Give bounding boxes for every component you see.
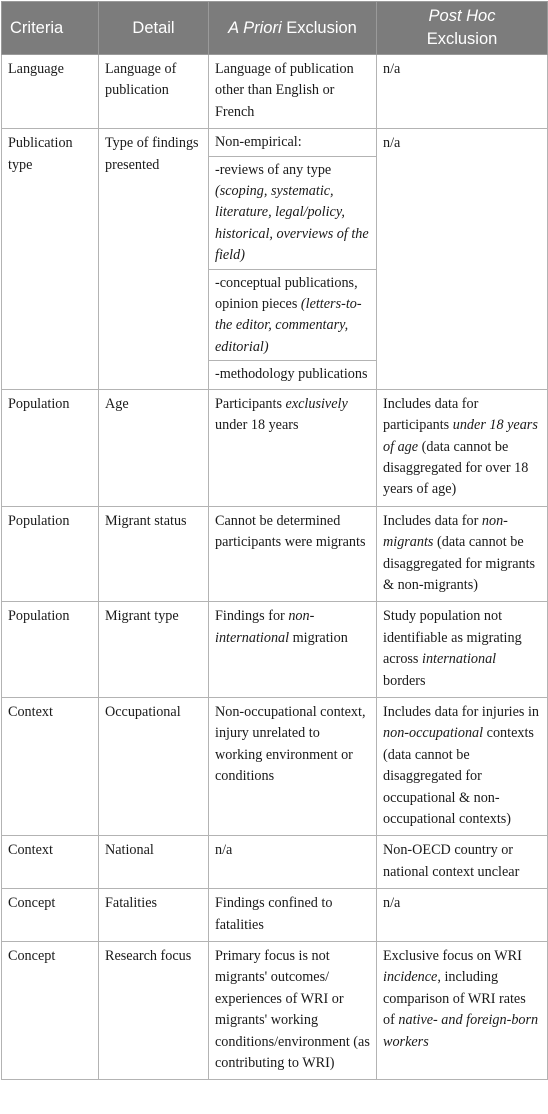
table-row — [2, 697, 548, 835]
text-run: (data cannot be disaggregated for over 18 years of age) — [383, 438, 529, 498]
text-run: borders — [383, 672, 426, 689]
header-posthoc-italic: Post Hoc — [428, 7, 496, 25]
text-run: Exclusive focus on WRI — [383, 948, 522, 965]
cell-posthoc: n/a — [377, 129, 548, 389]
cell-posthoc — [377, 942, 548, 1080]
text-run-italic: non-international — [215, 608, 315, 646]
text-run: migration — [289, 629, 348, 646]
cell-detail: Language of publication — [99, 55, 209, 129]
text-run: , including comparison of WRI rates of — [383, 969, 526, 1029]
cell-apriori: Primary focus is not migrants' outcomes/ experiences of WRI or migrants' working conditions/environment (as contributing to WRI) — [209, 942, 377, 1080]
cell-criteria: Language — [2, 55, 99, 129]
cell-detail: Type of findings presented — [99, 129, 209, 389]
table-row — [2, 129, 548, 156]
cell-criteria: Concept — [2, 889, 99, 942]
cell-posthoc — [377, 389, 548, 506]
text-run-italic: international — [422, 651, 497, 668]
cell-apriori-sub: -methodology publications — [209, 361, 377, 389]
header-apriori-rest: Exclusion — [281, 18, 357, 37]
cell-apriori: Language of publication other than English or French — [209, 55, 377, 129]
text-run: contexts (data cannot be disaggregated for occupational & non-occupational contexts) — [383, 725, 534, 827]
cell-apriori: n/a — [209, 836, 377, 889]
text-run-italic: native- and foreign-born workers — [383, 1012, 539, 1050]
header-apriori — [209, 2, 377, 55]
table-row — [2, 506, 548, 602]
header-apriori-italic: A Priori — [228, 18, 282, 37]
text-run-italic: incidence — [383, 969, 438, 986]
header-posthoc-rest: Exclusion — [426, 30, 498, 48]
text-run: under 18 years — [215, 417, 299, 434]
header-criteria: Criteria — [2, 2, 99, 55]
cell-detail: Occupational — [99, 697, 209, 835]
text-run: Study population not identifiable as migrating across — [383, 608, 522, 668]
cell-detail: Age — [99, 389, 209, 506]
text-run-italic: under 18 years of age — [383, 417, 538, 455]
text-run-italic: (letters-to-the editor, commentary, editorial) — [215, 296, 362, 355]
cell-posthoc: n/a — [377, 55, 548, 129]
text-run-italic: (scoping, systematic, literature, legal/policy, historical, overviews of the field) — [215, 183, 369, 264]
table-row — [2, 889, 548, 942]
header-detail: Detail — [99, 2, 209, 55]
cell-detail: Migrant type — [99, 602, 209, 698]
header-row — [2, 2, 548, 55]
cell-apriori — [209, 602, 377, 698]
table-row — [2, 836, 548, 889]
cell-detail: Research focus — [99, 942, 209, 1080]
exclusion-criteria-table — [1, 1, 548, 1080]
cell-criteria: Context — [2, 697, 99, 835]
text-run: Includes data for — [383, 512, 482, 529]
cell-posthoc: n/a — [377, 889, 548, 942]
text-run-italic: non-migrants — [383, 512, 508, 551]
text-run: Includes data for injuries in — [383, 703, 540, 720]
cell-detail: Migrant status — [99, 506, 209, 602]
cell-apriori: Non-occupational context, injury unrelated to working environment or conditions — [209, 697, 377, 835]
cell-posthoc — [377, 602, 548, 698]
table-row — [2, 602, 548, 698]
text-run-italic: non-occupational — [383, 725, 484, 742]
cell-posthoc — [377, 506, 548, 602]
table-row — [2, 389, 548, 506]
cell-criteria: Concept — [2, 942, 99, 1080]
cell-criteria: Population — [2, 506, 99, 602]
cell-apriori-sub — [209, 156, 377, 269]
cell-posthoc — [377, 697, 548, 835]
cell-apriori: Cannot be determined participants were migrants — [209, 506, 377, 602]
table-row — [2, 55, 548, 129]
cell-criteria: Context — [2, 836, 99, 889]
text-run: -reviews of any type — [215, 161, 332, 178]
cell-criteria: Population — [2, 389, 99, 506]
cell-criteria: Population — [2, 602, 99, 698]
text-run: (data cannot be disaggregated for migrants & non-migrants) — [383, 534, 536, 593]
text-run: -conceptual publications, opinion pieces — [215, 274, 358, 313]
text-run: Participants — [215, 395, 286, 412]
cell-apriori-sub: Non-empirical: — [209, 129, 377, 156]
cell-detail: National — [99, 836, 209, 889]
text-run: Includes data for participants — [383, 395, 479, 434]
cell-apriori: Findings confined to fatalities — [209, 889, 377, 942]
cell-apriori — [209, 389, 377, 506]
text-run: Findings for — [215, 608, 289, 625]
cell-apriori-sub — [209, 269, 377, 361]
cell-criteria: Publication type — [2, 129, 99, 389]
cell-detail: Fatalities — [99, 889, 209, 942]
text-run-italic: exclusively — [285, 395, 348, 412]
table-row — [2, 942, 548, 1080]
header-posthoc — [377, 2, 548, 55]
cell-posthoc: Non-OECD country or national context unclear — [377, 836, 548, 889]
